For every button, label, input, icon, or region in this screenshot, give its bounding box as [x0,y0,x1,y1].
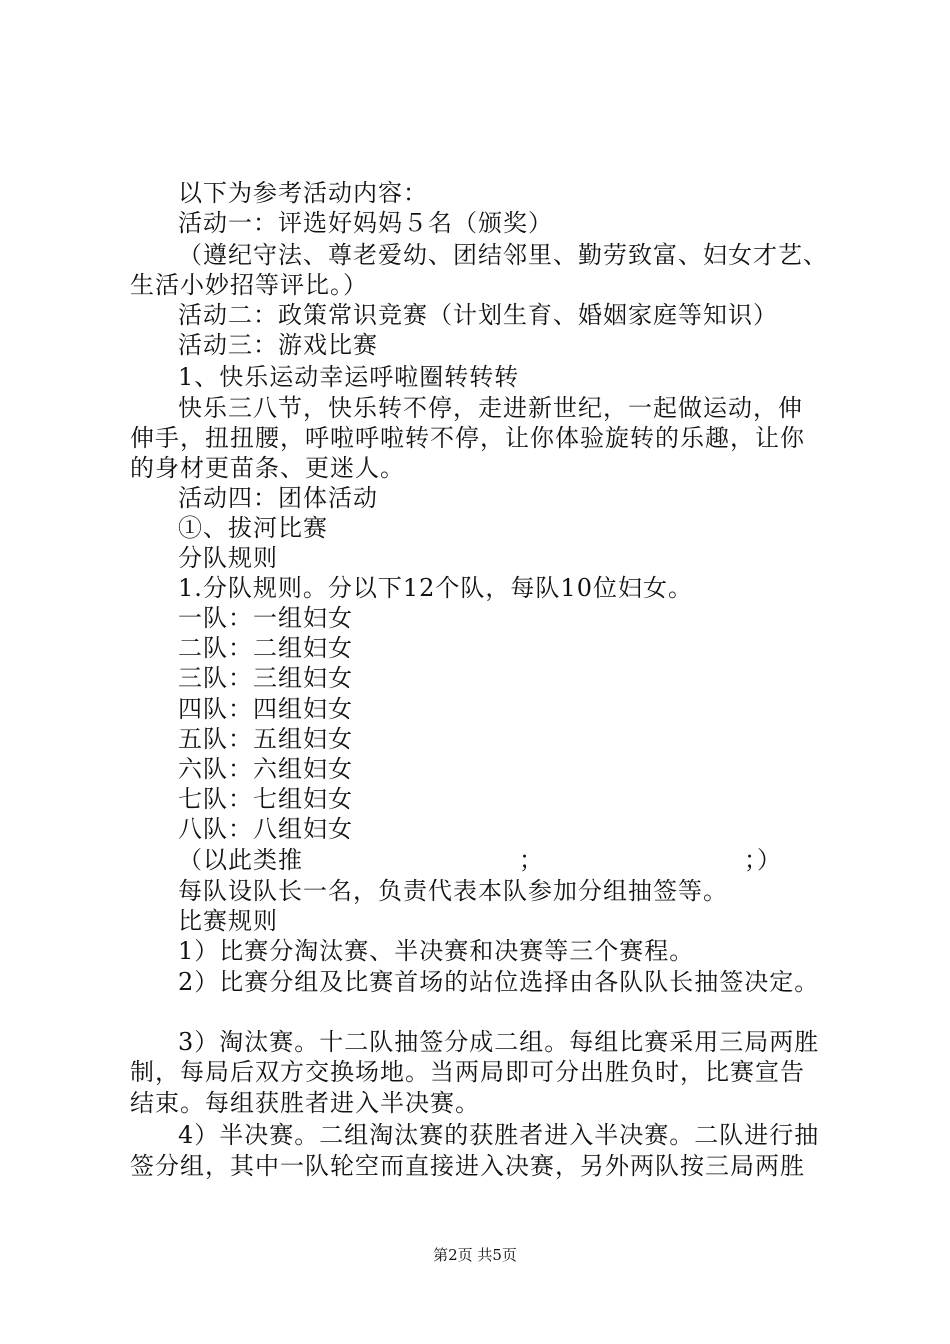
text-line: 五队：五组妇女 [178,725,353,753]
text-line: 三队：三组妇女 [178,664,353,692]
text-line: 每队设队长一名，负责代表本队参加分组抽签等。 [178,877,728,905]
text-line: 七队：七组妇女 [178,785,353,813]
text-line: 的身材更苗条、更迷人。 [130,454,405,482]
text-line: 活动四：团体活动 [178,484,378,512]
text-line: 3）淘汰赛。十二队抽签分成二组。每组比赛采用三局两胜 [178,1028,820,1056]
text-line: 活动一：评选好妈妈５名（颁奖） [178,209,553,237]
text-line: 六队：六组妇女 [178,755,353,783]
text-line: 结束。每组获胜者进入半决赛。 [130,1089,480,1117]
text-line: 1、快乐运动幸运呼啦圈转转转 [178,363,520,391]
text-line: 八队：八组妇女 [178,815,353,843]
etc-part-3: ；） [744,846,782,874]
text-line: 1）比赛分淘汰赛、半决赛和决赛等三个赛程。 [178,937,695,965]
text-line: 快乐三八节，快乐转不停，走进新世纪，一起做运动，伸 [178,394,803,422]
text-line: 1.分队规则。分以下12个队，每队10位妇女。 [178,574,693,602]
text-line: 签分组，其中一队轮空而直接进入决赛，另外两队按三局两胜 [130,1152,805,1180]
text-line: 以下为参考活动内容： [178,179,428,207]
text-line: （遵纪守法、尊老爱幼、团结邻里、勤劳致富、妇女才艺、 [178,241,828,269]
text-line: 比赛规则 [178,907,278,935]
etc-line [178,845,782,875]
text-line: 活动三：游戏比赛 [178,331,378,359]
text-line: ①、拔河比赛 [178,514,328,542]
etc-part-1: （以此类推 [178,846,303,874]
text-line: 二队：二组妇女 [178,634,353,662]
text-line: 伸手，扭扭腰，呼啦呼啦转不停，让你体验旋转的乐趣，让你 [130,424,805,452]
text-line: 制，每局后双方交换场地。当两局即可分出胜负时，比赛宣告 [130,1058,805,1086]
text-line: 生活小妙招等评比。） [130,271,368,299]
text-line: 4）半决赛。二组淘汰赛的获胜者进入半决赛。二队进行抽 [178,1121,820,1149]
page-footer: 第2页 共5页 [433,1246,517,1264]
text-line: 2）比赛分组及比赛首场的站位选择由各队队长抽签决定。 [178,968,820,996]
text-line: 活动二：政策常识竞赛（计划生育、婚姻家庭等知识） [178,301,778,329]
text-line: 分队规则 [178,544,278,572]
text-line: 一队：一组妇女 [178,604,353,632]
text-line: 四队：四组妇女 [178,695,353,723]
etc-part-2: ； [519,846,544,874]
